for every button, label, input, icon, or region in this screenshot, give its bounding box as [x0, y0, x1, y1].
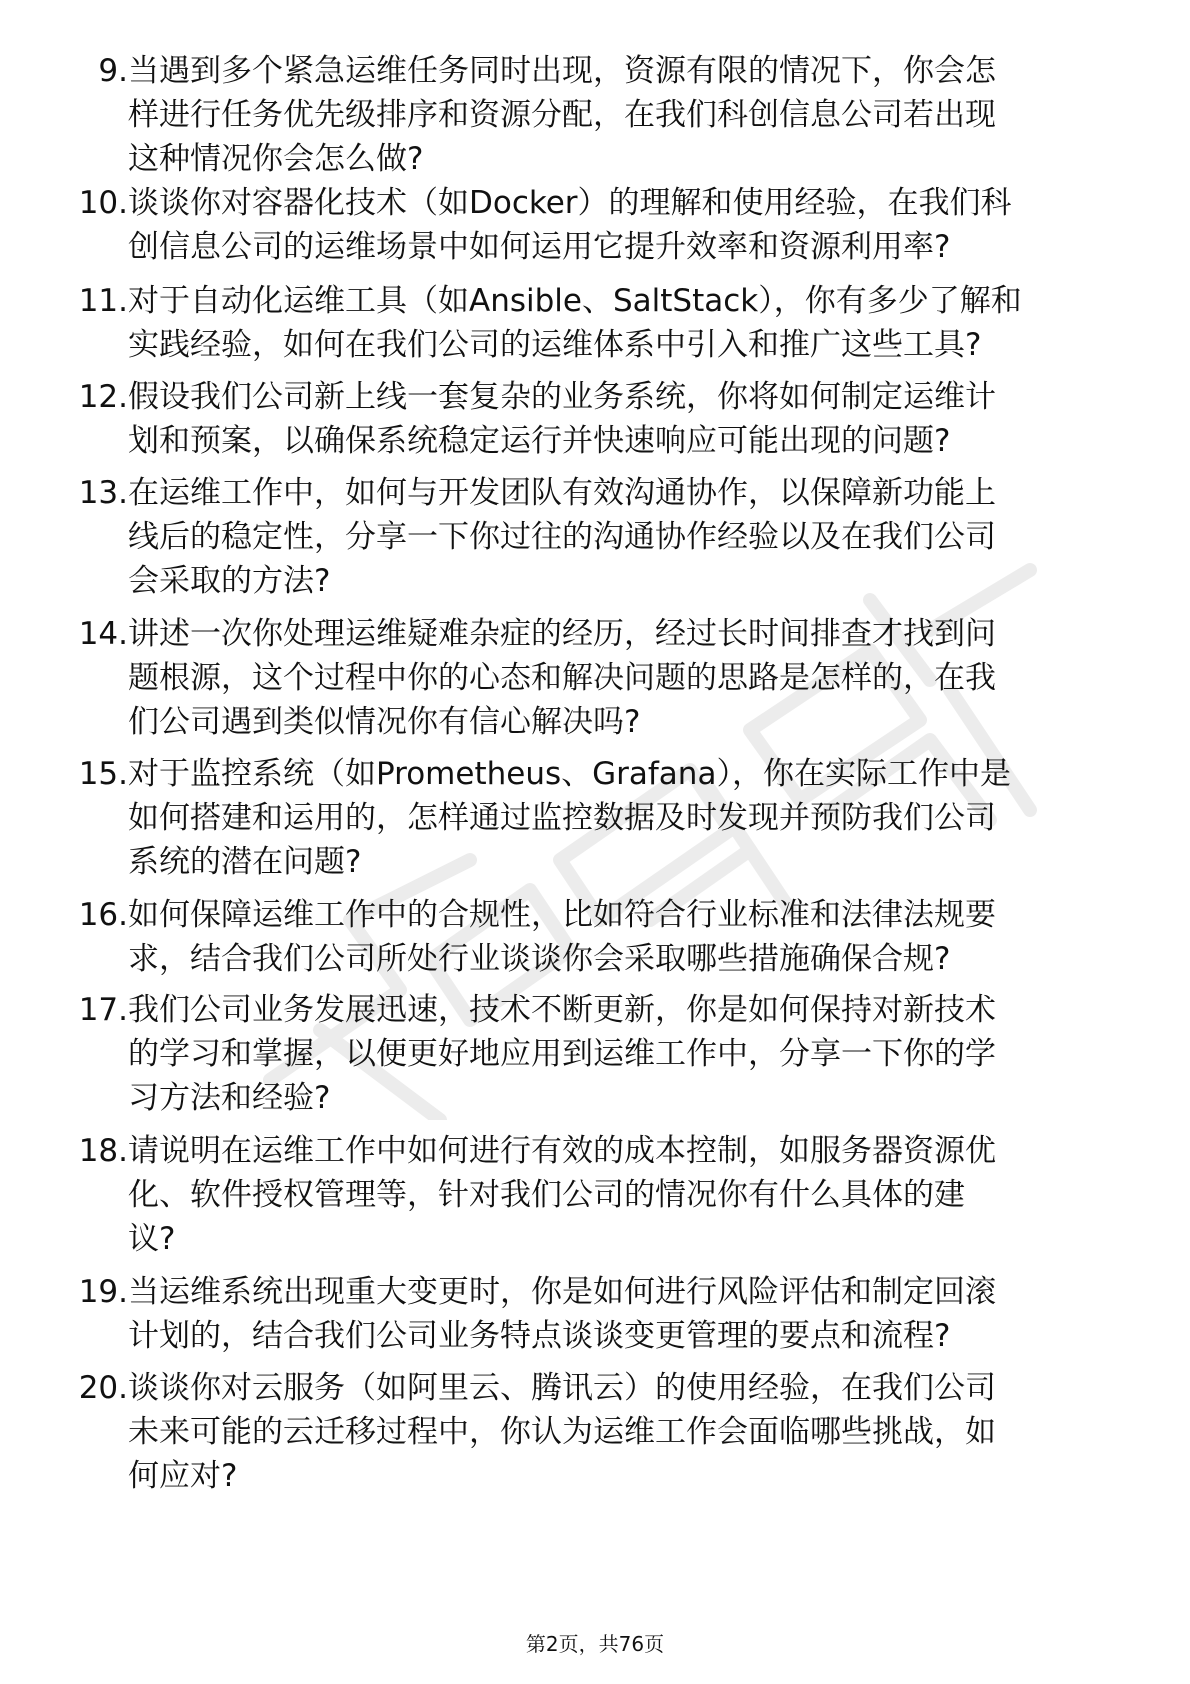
question-text: 如何保障运维工作中的合规性，比如符合行业标准和法律法规要 求，结合我们公司所处行业谈谈你会采取哪些措施确保合规? — [128, 897, 996, 977]
question-text: 谈谈你对云服务（如阿里云、腾讯云）的使用经验，在我们公司 未来可能的云迁移过程中，你认为运维工作会面临哪些挑战，如 何应对? — [128, 1370, 996, 1494]
question-text: 对于监控系统（如Prometheus、Grafana），你在实际工作中是 如何搭建和运用的，怎样通过监控数据及时发现并预防我们公司 系统的潜在问题? — [128, 756, 1011, 880]
question-number: 13. — [78, 475, 128, 511]
question-number: 16. — [78, 897, 128, 933]
question-number: 9. — [98, 53, 128, 89]
question-text: 我们公司业务发展迅速，技术不断更新，你是如何保持对新技术 的学习和掌握，以便更好地应用到运维工作中，分享一下你的学 习方法和经验? — [128, 992, 996, 1116]
question-text: 请说明在运维工作中如何进行有效的成本控制，如服务器资源优 化、软件授权管理等，针对我们公司的情况你有什么具体的建 议? — [128, 1133, 996, 1257]
question-number: 11. — [78, 283, 128, 319]
question-number: 20. — [78, 1370, 128, 1406]
page-footer: 第2页，共76页 — [525, 1632, 665, 1656]
question-text: 当运维系统出现重大变更时，你是如何进行风险评估和制定回滚 计划的，结合我们公司业务特点谈谈变更管理的要点和流程? — [128, 1274, 996, 1354]
question-number: 19. — [78, 1274, 128, 1310]
question-text: 谈谈你对容器化技术（如Docker）的理解和使用经验，在我们科 创信息公司的运维场景中如何运用它提升效率和资源利用率? — [128, 185, 1012, 265]
question-text: 当遇到多个紧急运维任务同时出现，资源有限的情况下，你会怎 样进行任务优先级排序和资源分配，在我们科创信息公司若出现 这种情况你会怎么做? — [128, 53, 996, 177]
question-number: 15. — [78, 756, 128, 792]
question-text: 假设我们公司新上线一套复杂的业务系统，你将如何制定运维计 划和预案，以确保系统稳定运行并快速响应可能出现的问题? — [128, 379, 996, 459]
question-number: 17. — [78, 992, 128, 1028]
question-number: 10. — [78, 185, 128, 221]
question-number: 12. — [78, 379, 128, 415]
question-text: 在运维工作中，如何与开发团队有效沟通协作，以保障新功能上 线后的稳定性，分享一下你过往的沟通协作经验以及在我们公司 会采取的方法? — [128, 475, 996, 599]
question-text: 对于自动化运维工具（如Ansible、SaltStack），你有多少了解和 实践经验，如何在我们公司的运维体系中引入和推广这些工具? — [128, 283, 1022, 363]
question-text: 讲述一次你处理运维疑难杂症的经历，经过长时间排查才找到问 题根源，这个过程中你的心态和解决问题的思路是怎样的，在我 们公司遇到类似情况你有信心解决吗? — [128, 616, 996, 740]
question-number: 18. — [78, 1133, 128, 1169]
question-number: 14. — [78, 616, 128, 652]
